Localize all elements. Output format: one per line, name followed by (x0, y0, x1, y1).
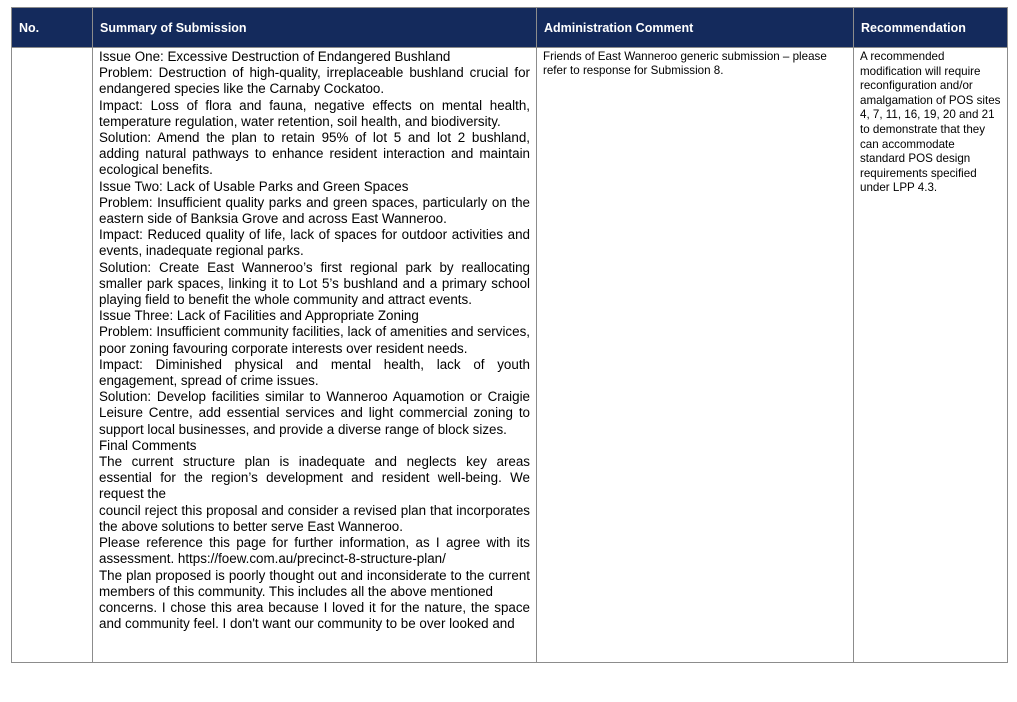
summary-text (93, 48, 536, 662)
header-recommendation: Recommendation (854, 8, 1008, 48)
summary-cell (93, 48, 537, 663)
summary-paragraph: Impact: Reduced quality of life, lack of spaces for outdoor activities and events, inadequate regional parks. (99, 227, 530, 259)
recommendation-text: A recommended modification will require reconfiguration and/or amalgamation of POS sites 4, 7, 11, 16, 19, 20 and 21 to demonstrate that they can accommodate standard POS design requirements specified under LPP 4.3. (860, 50, 1001, 195)
summary-paragraph: Issue One: Excessive Destruction of Endangered Bushland (99, 49, 451, 64)
submissions-table (11, 7, 1008, 663)
header-summary: Summary of Submission (93, 8, 537, 48)
summary-paragraph: Please reference this page for further information, as I agree with its assessment. https://foew.com.au/precinct-8-structure-plan/ (99, 535, 530, 567)
table-header-row (12, 8, 1008, 48)
summary-paragraph: The current structure plan is inadequate and neglects key areas essential for the region’s development and resident well-being. We request the (99, 454, 530, 502)
summary-paragraph: concerns. I chose this area because I loved it for the nature, the space and community feel. I don't want our community to be over looked and (99, 599, 530, 632)
summary-paragraph: Solution: Create East Wanneroo’s first regional park by reallocating smaller park spaces, linking it to Lot 5’s bushland and a primary school playing field to benefit the whole community and attract events. (99, 259, 530, 308)
admin-comment-text: Friends of East Wanneroo generic submission – please refer to response for Submission 8. (543, 50, 827, 78)
summary-paragraph: Impact: Diminished physical and mental health, lack of youth engagement, spread of crime issues. (99, 356, 530, 389)
summary-paragraph: Problem: Insufficient quality parks and green spaces, particularly on the eastern side of Banksia Grove and across East Wanneroo. (99, 194, 530, 227)
header-no: No. (12, 8, 93, 48)
admin-comment-cell (537, 48, 854, 663)
summary-paragraph: Final Comments (99, 437, 197, 453)
summary-paragraph: Problem: Destruction of high-quality, irreplaceable bushland crucial for endangered species like the Carnaby Cockatoo. (99, 65, 530, 97)
summary-paragraph: Solution: Amend the plan to retain 95% of lot 5 and lot 2 bushland, adding natural pathways to enhance resident interaction and maintain ecological benefits. (99, 130, 530, 178)
summary-paragraph: The plan proposed is poorly thought out and inconsiderate to the current members of this community. This includes all the above mentioned (99, 567, 530, 599)
summary-paragraph: Impact: Loss of flora and fauna, negative effects on mental health, temperature regulation, water retention, soil health, and biodiversity. (99, 97, 530, 129)
summary-paragraph: Issue Three: Lack of Facilities and Appropriate Zoning (99, 308, 419, 324)
submission-number (12, 48, 93, 663)
table-row (12, 48, 1008, 663)
summary-paragraph: Issue Two: Lack of Usable Parks and Green Spaces (99, 178, 409, 194)
summary-paragraph: Solution: Develop facilities similar to Wanneroo Aquamotion or Craigie Leisure Centre, add essential services and light commercial zoning to support local businesses, and provide a diverse range of block sizes. (99, 389, 530, 437)
recommendation-cell (854, 48, 1008, 663)
summary-paragraph: council reject this proposal and consider a revised plan that incorporates the above solutions to better serve East Wanneroo. (99, 502, 530, 534)
header-admin-comment: Administration Comment (537, 8, 854, 48)
summary-paragraph: Problem: Insufficient community facilities, lack of amenities and services, poor zoning favouring corporate interests over resident needs. (99, 324, 530, 356)
